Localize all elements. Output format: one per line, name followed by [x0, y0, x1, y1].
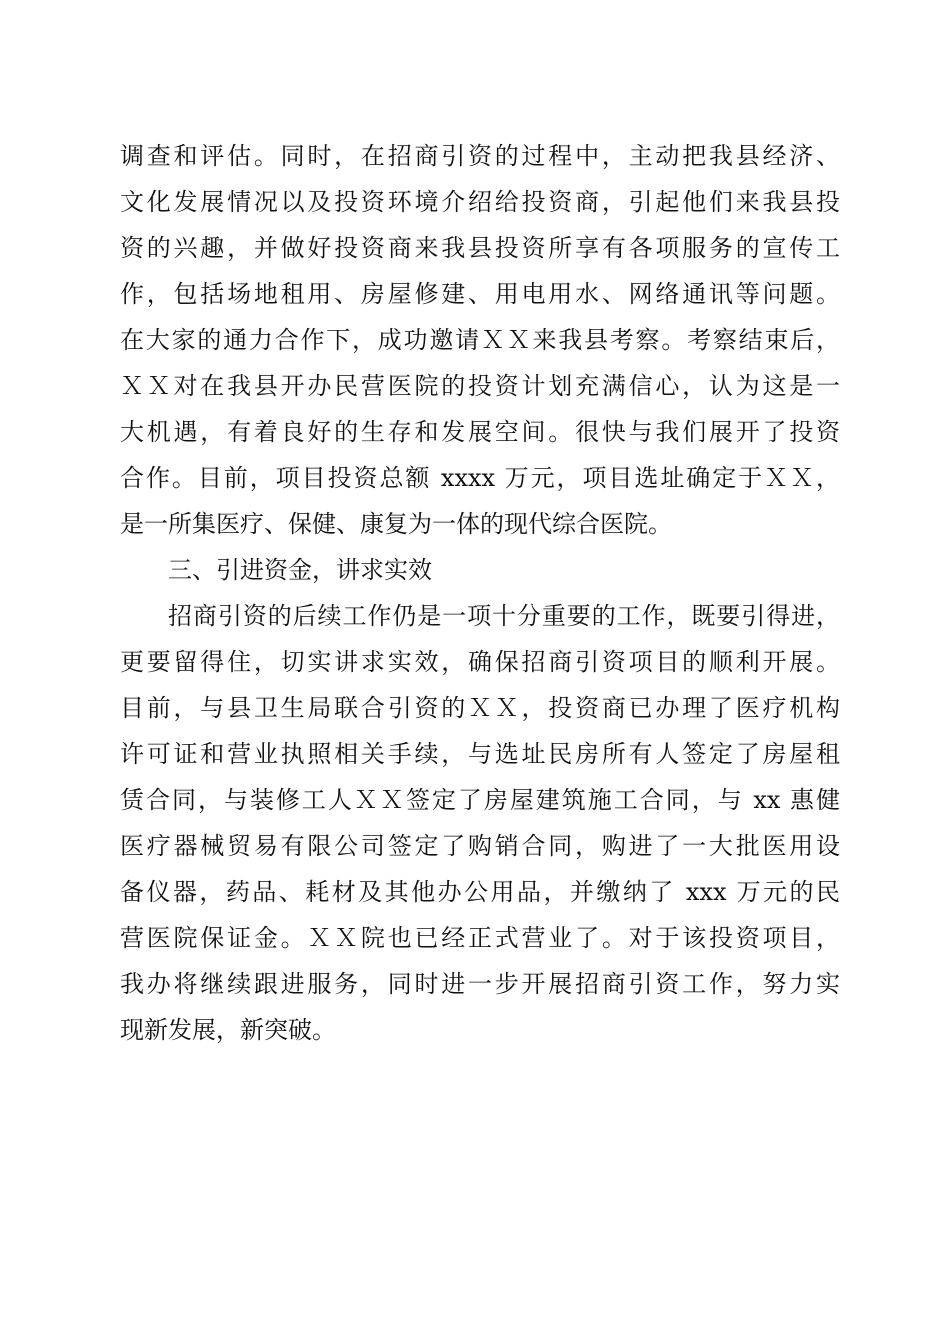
paragraph-line: 资的兴趣，并做好投资商来我县投资所享有各项服务的宣传工: [120, 234, 840, 262]
paragraph-line: 作，包括场地租用、房屋修建、用电用水、网络通讯等问题。: [120, 280, 840, 308]
paragraph-line: 备仪器，药品、耗材及其他办公用品，并缴纳了 xxx 万元的民: [120, 878, 840, 906]
paragraph-line: 现新发展，新突破。: [120, 1016, 336, 1044]
paragraph-line: 招商引资的后续工作仍是一项十分重要的工作，既要引得进，: [168, 602, 840, 630]
paragraph-line: 赁合同，与装修工人ＸＸ签定了房屋建筑施工合同，与 xx 惠健: [120, 786, 840, 814]
paragraph-line: 更要留得住，切实讲求实效，确保招商引资项目的顺利开展。: [120, 648, 840, 676]
paragraph-line: 医疗器械贸易有限公司签定了购销合同，购进了一大批医用设: [120, 832, 840, 860]
paragraph-line: 调查和评估。同时，在招商引资的过程中，主动把我县经济、: [120, 142, 840, 170]
paragraph-line: ＸＸ对在我县开办民营医院的投资计划充满信心，认为这是一: [120, 372, 840, 400]
paragraph-line: 合作。目前，项目投资总额 xxxx 万元，项目选址确定于ＸＸ，: [120, 464, 840, 492]
paragraph-line: 文化发展情况以及投资环境介绍给投资商，引起他们来我县投: [120, 188, 840, 216]
paragraph-line: 大机遇，有着良好的生存和发展空间。很快与我们展开了投资: [120, 418, 840, 446]
paragraph-line: 营医院保证金。ＸＸ院也已经正式营业了。对于该投资项目，: [120, 924, 840, 952]
paragraph-line: 在大家的通力合作下，成功邀请ＸＸ来我县考察。考察结束后，: [120, 326, 840, 354]
paragraph-line: 许可证和营业执照相关手续，与选址民房所有人签定了房屋租: [120, 740, 840, 768]
paragraph-line: 是一所集医疗、保健、康复为一体的现代综合医院。: [120, 510, 672, 538]
section-heading: 三、引进资金，讲求实效: [168, 556, 432, 584]
paragraph-line: 目前，与县卫生局联合引资的ＸＸ，投资商已办理了医疗机构: [120, 694, 840, 722]
paragraph-line: 我办将继续跟进服务，同时进一步开展招商引资工作，努力实: [120, 970, 840, 998]
